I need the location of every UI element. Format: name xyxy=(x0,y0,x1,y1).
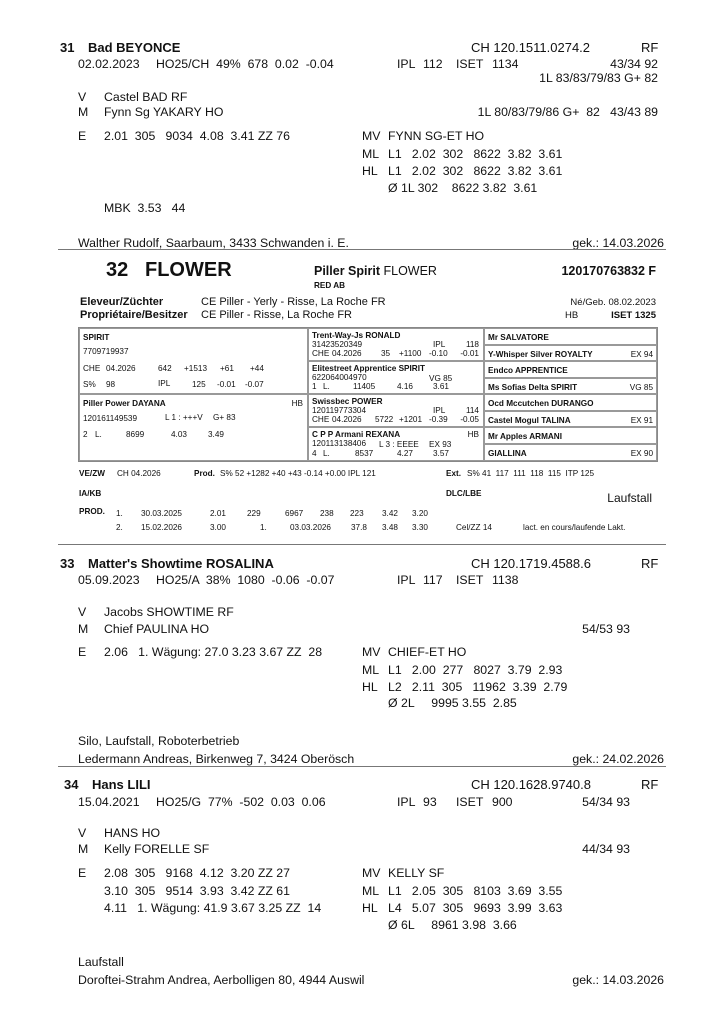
ml-label: ML xyxy=(362,147,380,161)
birth-date: 02.02.2023 xyxy=(78,57,140,71)
pedigree-dam xyxy=(79,394,308,461)
bought-date: gek.: 14.03.2026 xyxy=(572,236,664,250)
pedigree-sire-sire xyxy=(308,328,484,361)
ss-ipl: 118 xyxy=(465,340,479,349)
card-id: 120170763832 F xyxy=(561,264,656,278)
breed: RED AB xyxy=(314,281,346,290)
entry-id: CH 120.1719.4588.6 xyxy=(471,556,591,571)
entry-name: Hans LILI xyxy=(92,777,151,792)
pedigree-dam-dam xyxy=(308,427,484,461)
hl-label: HL xyxy=(362,901,378,915)
iset-value: 900 xyxy=(492,795,513,809)
ml-label: ML xyxy=(362,884,380,898)
prod-cell: 223 xyxy=(350,509,364,518)
prod-cell: Cel/ZZ 14 xyxy=(456,523,492,532)
pedigree-sire-dam xyxy=(308,361,484,394)
separator xyxy=(58,766,666,767)
mbk-values: MBK 3.53 44 xyxy=(104,201,186,215)
full-name-suffix: FLOWER xyxy=(383,264,437,278)
full-name xyxy=(314,264,437,278)
pedigree-gg xyxy=(484,411,657,427)
gg-name: Mr Apples ARMANI xyxy=(488,432,562,441)
e-label: E xyxy=(78,866,87,880)
entry-id: CH 120.1511.0274.2 xyxy=(471,40,591,55)
prod-cell: 3.20 xyxy=(412,509,428,518)
prod-cell: 229 xyxy=(247,509,261,518)
breeder: CE Piller - Yerly - Risse, La Roche FR xyxy=(201,296,386,308)
gg-score: VG 85 xyxy=(629,383,653,392)
dd-score: EX 93 xyxy=(429,440,452,449)
sire-name: Jacobs SHOWTIME RF xyxy=(104,605,234,619)
pedigree-gg xyxy=(484,427,657,444)
ss-id: 31423520349 xyxy=(312,340,363,349)
sire-fat-pct: -0.01 xyxy=(217,380,236,389)
ml-values: L1 2.05 305 8103 3.69 3.55 xyxy=(388,884,563,898)
dam-lact: 2 xyxy=(83,430,88,439)
card-name: FLOWER xyxy=(145,259,232,281)
dd-milk: 8537 xyxy=(355,449,374,458)
dam-name: Kelly FORELLE SF xyxy=(104,842,210,856)
prod-cell: 30.03.2025 xyxy=(141,509,182,518)
ds-id: 120119773304 xyxy=(312,406,367,415)
owner-address: Ledermann Andreas, Birkenweg 7, 3424 Oberösch xyxy=(78,752,355,766)
entry-tag: RF xyxy=(641,777,659,792)
gg-score: EX 94 xyxy=(630,350,653,359)
prod-cell: 3.42 xyxy=(382,509,398,518)
pedigree-gg xyxy=(484,378,657,394)
dd-name: C P P Armani REXANA xyxy=(312,430,401,439)
ss-date: 04.2026 xyxy=(332,349,362,358)
gg-name: Ms Sofias Delta SPIRIT xyxy=(488,383,578,392)
sd-name: Elitestreet Apprentice SPIRIT xyxy=(312,364,425,373)
ss-protein: -0.01 xyxy=(460,349,479,358)
dd-lact: 4 xyxy=(312,449,317,458)
owner-address: Doroftei-Strahm Andrea, Aerbolligen 80, 4944 Auswil xyxy=(78,973,365,987)
birth-date: 15.04.2021 xyxy=(78,795,140,809)
iset-label: ISET xyxy=(456,573,484,587)
e-row: 2.06 1. Wägung: 27.0 3.23 3.67 ZZ 28 xyxy=(104,645,323,659)
dam-name: Chief PAULINA HO xyxy=(104,622,210,636)
prod-cell: 1. xyxy=(116,509,123,518)
ds-protein: -0.05 xyxy=(460,415,479,424)
pedigree-gg xyxy=(484,345,657,361)
gg-name: Mr SALVATORE xyxy=(488,333,549,342)
iset-label: ISET xyxy=(456,795,484,809)
gg-name: Castel Mogul TALINA xyxy=(488,416,571,425)
born-date: Né/Geb. 08.02.2023 xyxy=(570,297,656,308)
gg-score: EX 91 xyxy=(630,416,653,425)
iset-value: 1138 xyxy=(492,573,519,587)
mv-name: FYNN SG-ET HO xyxy=(388,129,485,143)
sd-lact: 1 xyxy=(312,382,317,391)
e-row: 2.08 305 9168 4.12 3.20 ZZ 27 xyxy=(104,866,290,880)
prod-cell: 37.8 xyxy=(351,523,367,532)
entry-number: 34 xyxy=(64,777,79,792)
entry-number: 33 xyxy=(60,556,75,571)
average-values: Ø 6L 8961 3.98 3.66 xyxy=(388,918,517,932)
dam-milk: 8699 xyxy=(126,430,145,439)
dam-name: Fynn Sg YAKARY HO xyxy=(104,105,224,119)
ss-daughters: 35 xyxy=(381,349,391,358)
ds-ipl-label: IPL xyxy=(433,406,446,415)
dam-hb: HB xyxy=(291,399,303,408)
ml-values: L1 2.00 277 8027 3.79 2.93 xyxy=(388,663,563,677)
e-label: E xyxy=(78,129,87,143)
e-row: 3.10 305 9514 3.93 3.42 ZZ 61 xyxy=(104,884,290,898)
ss-name: Trent-Way-Js RONALD xyxy=(312,331,401,340)
sd-score: VG 85 xyxy=(429,374,453,383)
sire-s-value: 98 xyxy=(106,380,116,389)
prod-value: S% 52 +1282 +40 +43 -0.14 +0.00 IPL 121 xyxy=(220,469,376,478)
mv-name: KELLY SF xyxy=(388,866,445,880)
sire-label: V xyxy=(78,90,87,104)
sire-s-label: S% xyxy=(83,380,96,389)
hl-values: L1 2.02 302 8622 3.82 3.61 xyxy=(388,164,563,178)
dam-l: L. xyxy=(95,430,102,439)
ds-country: CHE xyxy=(312,415,330,424)
pedigree-gg xyxy=(484,361,657,378)
mv-label: MV xyxy=(362,129,381,143)
pedigree-gg xyxy=(484,394,657,411)
pedigree-sire xyxy=(79,328,308,394)
vezw-value: CH 04.2026 xyxy=(117,469,161,478)
dam-label: M xyxy=(78,842,89,856)
prod-cell: 1. xyxy=(260,523,267,532)
sd-id: 622064004970 xyxy=(312,373,367,382)
dlc-label: DLC/LBE xyxy=(446,489,482,498)
dd-id: 120113138406 xyxy=(312,439,367,448)
card-housing: Laufstall xyxy=(607,491,652,505)
sire-name: Castel BAD RF xyxy=(104,90,188,104)
dd-fat: 4.27 xyxy=(397,449,413,458)
e-row: 4.11 1. Wägung: 41.9 3.67 3.25 ZZ 14 xyxy=(104,901,322,915)
type-score: 43/34 92 xyxy=(610,57,658,71)
owner-address: Walther Rudolf, Saarbaum, 3433 Schwanden i. E. xyxy=(78,236,349,250)
separator xyxy=(58,249,666,250)
dam-score: 1L 80/83/79/86 G+ 82 43/43 89 xyxy=(477,105,658,119)
breed-info: HO25/G 77% -502 0.03 0.06 xyxy=(156,795,326,809)
prod-cell: 3.30 xyxy=(412,523,428,532)
dd-hb: HB xyxy=(467,430,479,439)
breeder-label: Eleveur/Züchter xyxy=(80,296,164,308)
iset: ISET 1325 xyxy=(611,310,656,321)
dd-l: L. xyxy=(323,449,330,458)
prod-cell: 238 xyxy=(320,509,334,518)
birth-date: 05.09.2023 xyxy=(78,573,140,587)
entry-name: Matter's Showtime ROSALINA xyxy=(88,556,274,571)
sire-daughters: 642 xyxy=(158,364,172,373)
ipl-label: IPL xyxy=(397,795,416,809)
sire-milk: +1513 xyxy=(184,364,207,373)
dam-label: M xyxy=(78,622,89,636)
pedigree-gg xyxy=(484,328,657,345)
owner-label: Propriétaire/Besitzer xyxy=(80,309,188,321)
dam-linear: L 1 : +++V xyxy=(165,413,203,422)
type-score: 54/34 93 xyxy=(582,795,630,809)
sire-name: SPIRIT xyxy=(83,333,110,342)
entry-tag: RF xyxy=(641,40,659,55)
dam-score: 54/53 93 xyxy=(582,622,630,636)
prod-cell: lact. en cours/laufende Lakt. xyxy=(523,523,626,532)
dam-score: 44/34 93 xyxy=(582,842,630,856)
e-label: E xyxy=(78,645,87,659)
e-row: 2.01 305 9034 4.08 3.41 ZZ 76 xyxy=(104,129,290,143)
sire-ipl: 125 xyxy=(192,380,206,389)
separator xyxy=(58,544,666,545)
ds-name: Swissbec POWER xyxy=(312,397,383,406)
pedigree-gg xyxy=(484,444,657,461)
dam-label: M xyxy=(78,105,89,119)
sd-milk: 11405 xyxy=(353,382,376,391)
ds-fat: -0.39 xyxy=(429,415,448,424)
ml-label: ML xyxy=(362,663,380,677)
ss-country: CHE xyxy=(312,349,330,358)
sd-fat: 4.16 xyxy=(397,382,413,391)
bought-date: gek.: 14.03.2026 xyxy=(572,973,664,987)
dam-score: G+ 83 xyxy=(213,413,236,422)
hl-values: L2 2.11 305 11962 3.39 2.79 xyxy=(388,680,568,694)
sire-id: 7709719937 xyxy=(83,347,129,356)
mv-name: CHIEF-ET HO xyxy=(388,645,467,659)
hl-label: HL xyxy=(362,164,378,178)
sire-protein: +44 xyxy=(250,364,264,373)
prod-cell: 6967 xyxy=(285,509,304,518)
prod-cell: 15.02.2026 xyxy=(141,523,182,532)
gg-name: Ocd Mccutchen DURANGO xyxy=(488,399,594,408)
average-values: Ø 1L 302 8622 3.82 3.61 xyxy=(388,181,538,195)
pedigree-table xyxy=(78,327,658,462)
ss-fat: -0.10 xyxy=(429,349,448,358)
gg-score: EX 90 xyxy=(630,449,653,458)
entry-id: CH 120.1628.9740.8 xyxy=(471,777,591,792)
mv-label: MV xyxy=(362,645,381,659)
gg-name: Endco APPRENTICE xyxy=(488,366,568,375)
ds-ipl: 114 xyxy=(465,406,479,415)
ds-date: 04.2026 xyxy=(332,415,362,424)
owner: CE Piller - Risse, La Roche FR xyxy=(201,309,352,321)
dam-protein: 3.49 xyxy=(208,430,224,439)
entry-number: 31 xyxy=(60,40,75,55)
iset-value: 1134 xyxy=(492,57,519,71)
housing: Laufstall xyxy=(78,955,124,969)
hl-label: HL xyxy=(362,680,378,694)
iakb-label: IA/KB xyxy=(79,489,102,498)
sire-fat: +61 xyxy=(220,364,234,373)
sire-country: CHE xyxy=(83,364,101,373)
dam-name: Piller Power DAYANA xyxy=(83,399,166,408)
dam-fat: 4.03 xyxy=(171,430,187,439)
card-number: 32 xyxy=(106,259,129,281)
full-name-prefix: Piller Spirit xyxy=(314,264,380,278)
average-values: Ø 2L 9995 3.55 2.85 xyxy=(388,696,517,710)
ipl-label: IPL xyxy=(397,573,416,587)
ext-label: Ext. xyxy=(446,469,462,478)
vezw-label: VE/ZW xyxy=(79,469,105,478)
gg-name: Y-Whisper Silver ROYALTY xyxy=(488,350,593,359)
sire-ipl-label: IPL xyxy=(158,379,171,388)
hl-values: L4 5.07 305 9693 3.99 3.63 xyxy=(388,901,563,915)
sire-name: HANS HO xyxy=(104,826,161,840)
sd-l: L. xyxy=(323,382,330,391)
breed-info: HO25/A 38% 1080 -0.06 -0.07 xyxy=(156,573,335,587)
ds-milk: +1201 xyxy=(399,415,422,424)
prod-cell: 3.48 xyxy=(382,523,398,532)
ipl-label: IPL xyxy=(397,57,416,71)
prod-cell: 03.03.2026 xyxy=(290,523,331,532)
prod-cell: 2.01 xyxy=(210,509,226,518)
sire-protein-pct: -0.07 xyxy=(245,380,264,389)
sire-date: 04.2026 xyxy=(106,364,136,373)
gg-name: GIALLINA xyxy=(488,449,527,458)
prod-table-label: PROD. xyxy=(79,507,105,516)
ipl-value: 117 xyxy=(423,573,443,587)
sd-protein: 3.61 xyxy=(433,382,449,391)
dd-linear: L 3 : EEEE xyxy=(379,440,419,449)
mv-label: MV xyxy=(362,866,381,880)
dam-id: 120161149539 xyxy=(83,414,138,423)
prod-label: Prod. xyxy=(194,469,215,478)
ds-daughters: 5722 xyxy=(375,415,394,424)
sire-label: V xyxy=(78,605,87,619)
entry-tag: RF xyxy=(641,556,659,571)
linear-score: 1L 83/83/79/83 G+ 82 xyxy=(539,71,658,85)
iset-label: ISET xyxy=(456,57,484,71)
ml-values: L1 2.02 302 8622 3.82 3.61 xyxy=(388,147,563,161)
ss-milk: +1100 xyxy=(399,349,422,358)
ss-ipl-label: IPL xyxy=(433,340,446,349)
housing: Silo, Laufstall, Roboterbetrieb xyxy=(78,734,240,748)
hb-mark: HB xyxy=(565,310,579,321)
pedigree-dam-sire xyxy=(308,394,484,427)
sire-label: V xyxy=(78,826,87,840)
ext-value: S% 41 117 111 118 115 ITP 125 xyxy=(467,469,594,478)
breed-info: HO25/CH 49% 678 0.02 -0.04 xyxy=(156,57,334,71)
ipl-value: 112 xyxy=(423,57,443,71)
prod-cell: 2. xyxy=(116,523,123,532)
ipl-value: 93 xyxy=(423,795,437,809)
entry-name: Bad BEYONCE xyxy=(88,40,181,55)
dd-protein: 3.57 xyxy=(433,449,449,458)
prod-cell: 3.00 xyxy=(210,523,226,532)
bought-date: gek.: 24.02.2026 xyxy=(572,752,664,766)
